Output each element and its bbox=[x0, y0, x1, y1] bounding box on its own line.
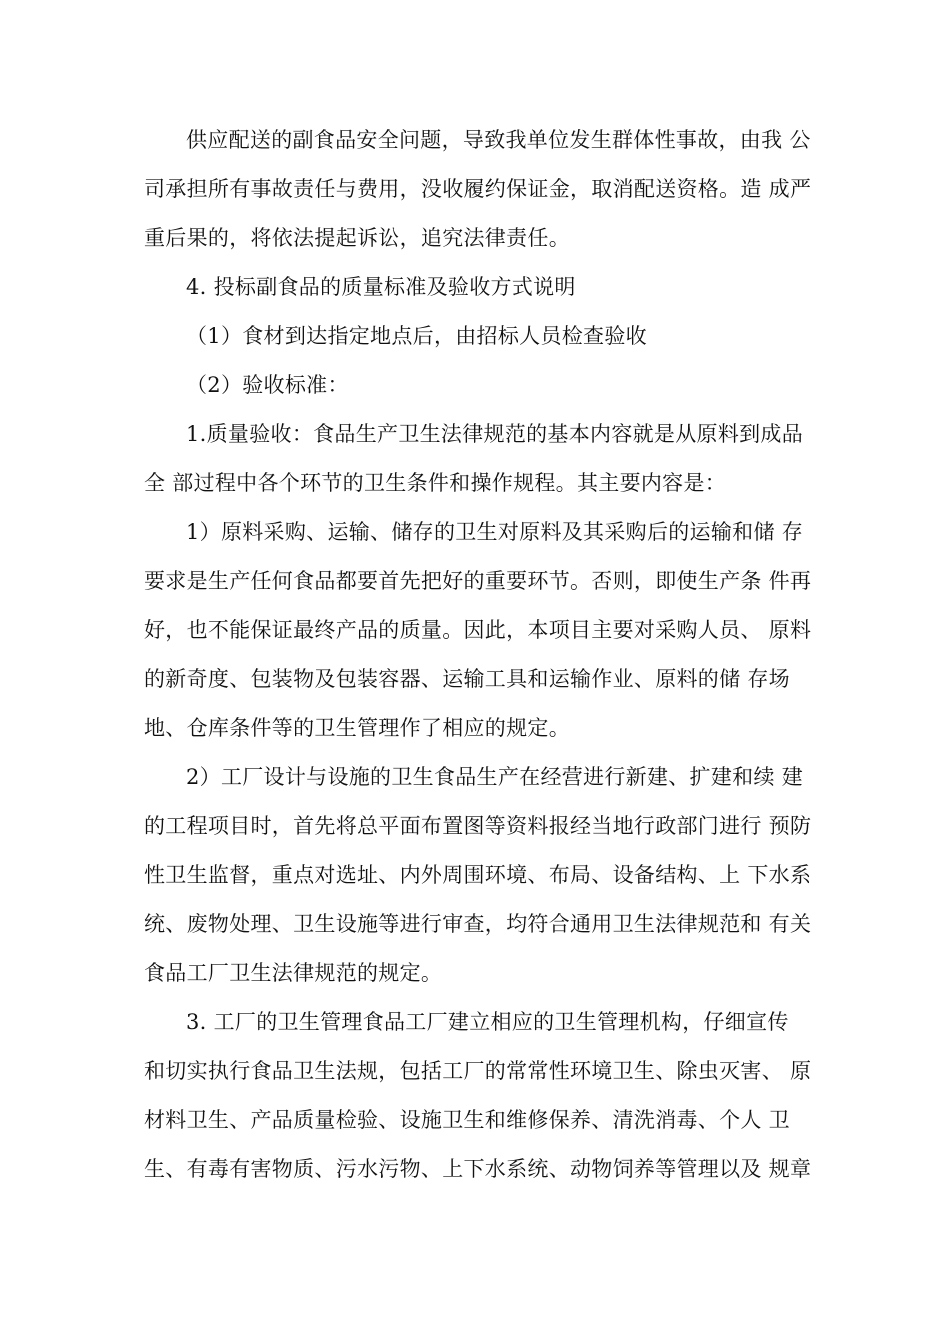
text-line: （1）食材到达指定地点后，由招标人员检查验收 bbox=[186, 324, 647, 348]
text-line: 的新奇度、包装物及包装容器、运输工具和运输作业、原料的储 存场 bbox=[144, 667, 790, 691]
text-line: 4. 投标副食品的质量标准及验收方式说明 bbox=[186, 275, 576, 299]
text-line: 司承担所有事故责任与费用，没收履约保证金，取消配送资格。造 成严 bbox=[144, 177, 812, 201]
text-line: 性卫生监督，重点对选址、内外周围环境、布局、设备结构、上 下水系 bbox=[144, 863, 812, 887]
text-line: 重后果的，将依法提起诉讼，追究法律责任。 bbox=[144, 226, 570, 250]
text-line: 要求是生产任何食品都要首先把好的重要环节。否则，即使生产条 件再 bbox=[144, 569, 812, 593]
text-line: 的工程项目时，首先将总平面布置图等资料报经当地行政部门进行 预防 bbox=[144, 814, 812, 838]
text-line: 供应配送的副食品安全问题，导致我单位发生群体性事故，由我 公 bbox=[186, 128, 811, 152]
paragraph-inspection-step-2 bbox=[144, 361, 830, 410]
text-line: 3. 工厂的卫生管理食品工厂建立相应的卫生管理机构，仔细宣传 bbox=[186, 1010, 789, 1034]
text-line: 地、仓库条件等的卫生管理作了相应的规定。 bbox=[144, 716, 570, 740]
paragraph-liability bbox=[144, 116, 830, 263]
paragraph-hygiene-management bbox=[144, 998, 830, 1194]
text-line: 食品工厂卫生法律规范的规定。 bbox=[144, 961, 443, 985]
text-line: 1）原料采购、运输、储存的卫生对原料及其采购后的运输和储 存 bbox=[186, 520, 804, 544]
text-line: 材料卫生、产品质量检验、设施卫生和维修保养、清洗消毒、个人 卫 bbox=[144, 1108, 790, 1132]
text-line: 1.质量验收：食品生产卫生法律规范的基本内容就是从原料到成品 bbox=[186, 422, 804, 446]
text-line: 好，也不能保证最终产品的质量。因此，本项目主要对采购人员、 原料 bbox=[144, 618, 812, 642]
paragraph-inspection-step-1 bbox=[144, 312, 830, 361]
document-body bbox=[144, 116, 830, 1194]
paragraph-factory-design bbox=[144, 753, 830, 998]
paragraph-raw-materials bbox=[144, 508, 830, 753]
section-heading-quality-standards bbox=[144, 263, 830, 312]
text-line: 2）工厂设计与设施的卫生食品生产在经营进行新建、扩建和续 建 bbox=[186, 765, 804, 789]
text-line: 生、有毒有害物质、污水污物、上下水系统、动物饲养等管理以及 规章 bbox=[144, 1157, 812, 1181]
text-line: 和切实执行食品卫生法规，包括工厂的常常性环境卫生、除虫灭害、 原 bbox=[144, 1059, 812, 1083]
paragraph-quality-acceptance bbox=[144, 410, 830, 508]
text-line: 统、废物处理、卫生设施等进行审查，均符合通用卫生法律规范和 有关 bbox=[144, 912, 812, 936]
text-line: （2）验收标准： bbox=[186, 373, 349, 397]
text-line: 全 部过程中各个环节的卫生条件和操作规程。其主要内容是： bbox=[144, 471, 727, 495]
